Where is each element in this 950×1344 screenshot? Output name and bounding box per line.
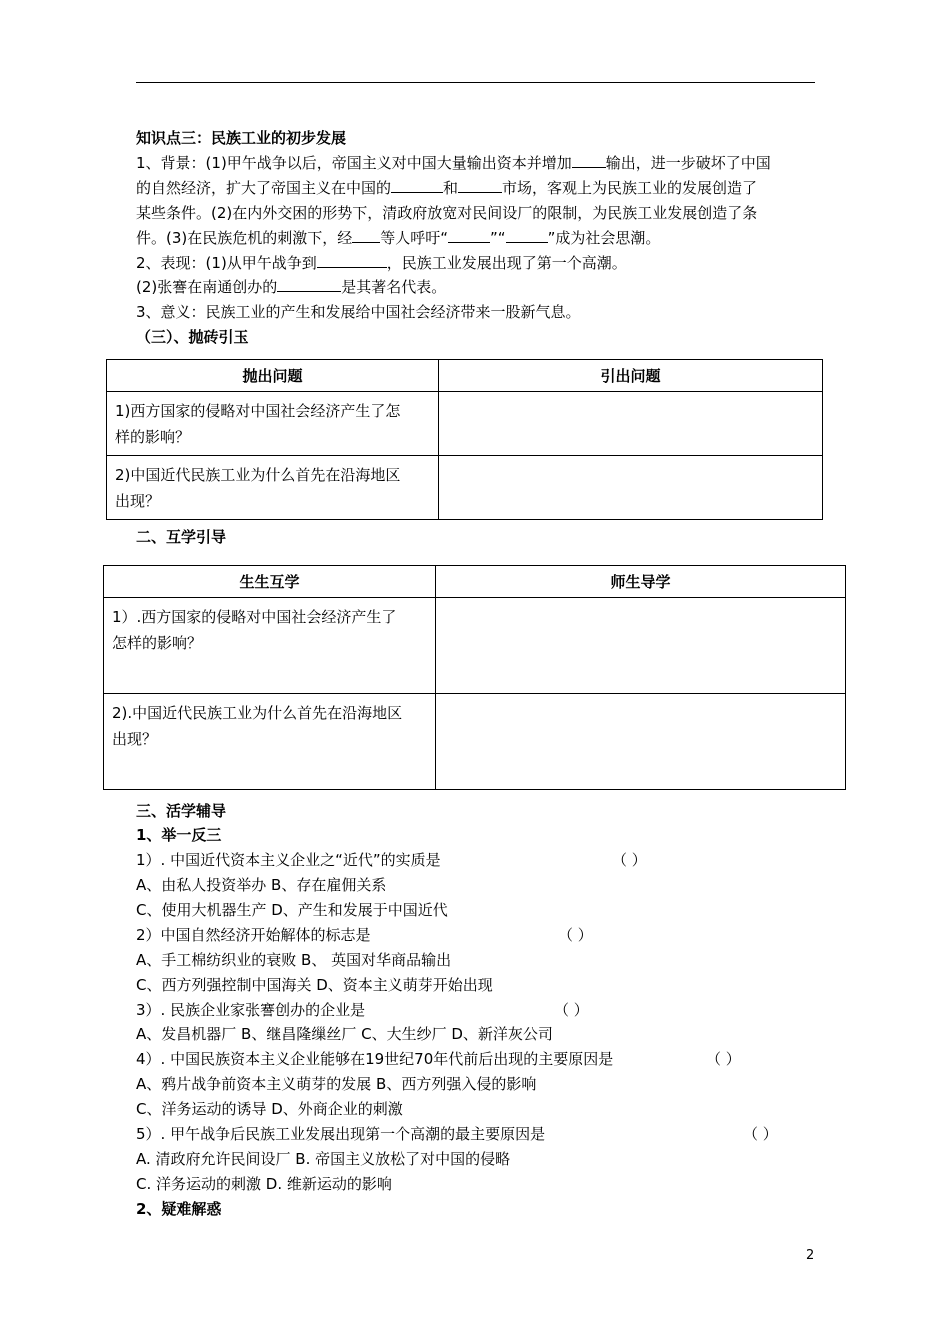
answer-cell[interactable] [436, 694, 846, 790]
answer-cell[interactable] [439, 456, 823, 520]
fill-blank[interactable] [458, 178, 502, 193]
huxue-title: 二、互学引导 [136, 528, 227, 546]
huxue-table [103, 565, 846, 790]
fill-blank[interactable] [506, 228, 548, 243]
question-5-options-ab: A. 清政府允许民间设厂 B. 帝国主义放松了对中国的侵略 [136, 1150, 511, 1168]
table-header: 生生互学 [104, 566, 436, 598]
question-3: 3）. 民族企业家张謇创办的企业是 [136, 1001, 366, 1019]
question-5-options-cd: C. 洋务运动的刺激 D. 维新运动的影响 [136, 1175, 392, 1193]
fill-blank[interactable] [391, 178, 443, 193]
performance-line-1: 2、表现：(1)从甲午战争到 ，民族工业发展出现了第一个高潮。 [136, 254, 627, 272]
header-rule [136, 82, 815, 83]
table-row [104, 598, 846, 694]
table-row [107, 456, 823, 520]
subsection-title: 1、举一反三 [136, 826, 222, 844]
question-3-options: A、发昌机器厂 B、继昌隆缫丝厂 C、大生纱厂 D、新洋灰公司 [136, 1025, 553, 1043]
table-header: 抛出问题 [107, 360, 439, 392]
fill-blank[interactable] [572, 153, 606, 168]
answer-paren[interactable]: （ ） [554, 1001, 589, 1019]
question-2: 2）中国自然经济开始解体的标志是 [136, 926, 371, 944]
answer-paren[interactable]: （ ） [706, 1050, 741, 1068]
paozhuan-title: （三）、抛砖引玉 [136, 328, 249, 346]
huoxue-title: 三、活学辅导 [136, 802, 227, 820]
question-2-options-cd: C、西方列强控制中国海关 D、资本主义萌芽开始出现 [136, 976, 493, 994]
answer-paren[interactable]: （ ） [612, 851, 647, 869]
question-5: 5）. 甲午战争后民族工业发展出现第一个高潮的最主要原因是 [136, 1125, 546, 1143]
table-row [104, 694, 846, 790]
background-line-2: 的自然经济，扩大了帝国主义在中国的 和 市场，客观上为民族工业的发展创造了 [136, 179, 758, 197]
question-1: 1）. 中国近代资本主义企业之“近代”的实质是 [136, 851, 441, 869]
answer-cell[interactable] [439, 392, 823, 456]
table-header: 引出问题 [439, 360, 823, 392]
table-row [107, 392, 823, 456]
meaning-line: 3、意义：民族工业的产生和发展给中国社会经济带来一股新气息。 [136, 303, 581, 321]
question-2-options-ab: A、手工棉纺织业的衰败 B、 英国对华商品输出 [136, 951, 452, 969]
page-number: 2 [806, 1248, 815, 1263]
answer-cell[interactable] [436, 598, 846, 694]
answer-paren[interactable]: （ ） [743, 1125, 778, 1143]
background-line-4: 件。(3)在民族危机的刺激下，经 等人呼吁“ ”“ ”成为社会思潮。 [136, 229, 661, 247]
question-cell: 2)中国近代民族工业为什么首先在沿海地区 出现？ [107, 456, 439, 520]
fill-blank[interactable] [352, 228, 380, 243]
question-cell: 1）.西方国家的侵略对中国社会经济产生了 怎样的影响？ [104, 598, 436, 694]
question-cell: 1)西方国家的侵略对中国社会经济产生了怎 样的影响？ [107, 392, 439, 456]
paozhuan-table [106, 359, 823, 520]
background-line-3: 某些条件。(2)在内外交困的形势下，清政府放宽对民间设厂的限制，为民族工业发展创造了条 [136, 204, 758, 222]
question-1-options-cd: C、使用大机器生产 D、产生和发展于中国近代 [136, 901, 448, 919]
question-4: 4）. 中国民族资本主义企业能够在19世纪70年代前后出现的主要原因是 [136, 1050, 614, 1068]
fill-blank[interactable] [277, 277, 341, 292]
fill-blank[interactable] [448, 228, 490, 243]
question-1-options-ab: A、由私人投资举办 B、存在雇佣关系 [136, 876, 387, 894]
section-title: 知识点三：民族工业的初步发展 [136, 129, 347, 147]
question-4-options-cd: C、洋务运动的诱导 D、外商企业的刺激 [136, 1100, 403, 1118]
performance-line-2: (2)张謇在南通创办的 是其著名代表。 [136, 278, 447, 296]
question-4-options-ab: A、鸦片战争前资本主义萌芽的发展 B、西方列强入侵的影响 [136, 1075, 537, 1093]
subsection-title: 2、疑难解惑 [136, 1200, 222, 1218]
question-cell: 2).中国近代民族工业为什么首先在沿海地区 出现？ [104, 694, 436, 790]
fill-blank[interactable] [317, 253, 387, 268]
background-line-1: 1、背景：(1)甲午战争以后，帝国主义对中国大量输出资本并增加 输出，进一步破坏了中国 [136, 154, 771, 172]
answer-paren[interactable]: （ ） [558, 926, 593, 944]
table-header: 师生导学 [436, 566, 846, 598]
